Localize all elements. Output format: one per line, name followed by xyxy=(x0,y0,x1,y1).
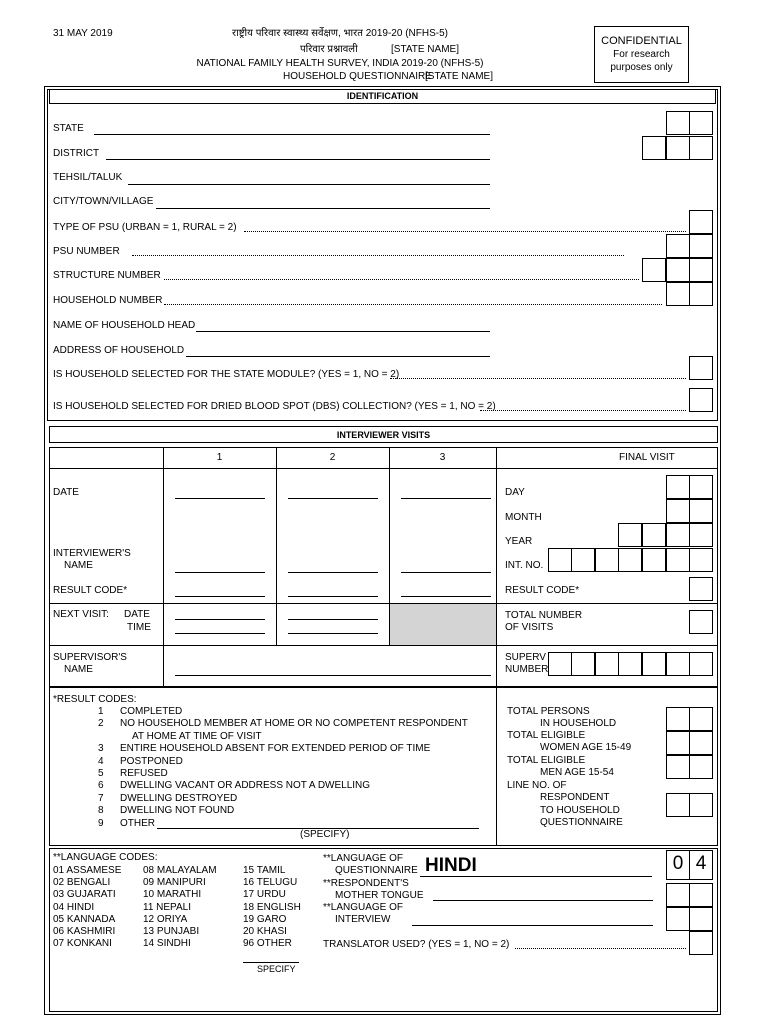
final-day-box-2[interactable] xyxy=(689,475,713,499)
language-codes-title: **LANGUAGE CODES: xyxy=(53,852,158,863)
interview-language-label-2: INTERVIEW xyxy=(335,914,391,925)
result-code-text: REFUSED xyxy=(120,768,168,779)
visit-3-result-field[interactable] xyxy=(401,596,491,597)
total-persons-box-1[interactable] xyxy=(666,707,690,731)
total-women-box-2[interactable] xyxy=(689,731,713,755)
result-code-text: POSTPONED xyxy=(120,755,183,767)
superv-number-label-1: SUPERV xyxy=(505,652,546,663)
state-label: STATE xyxy=(53,123,84,134)
supervisor-label-1: SUPERVISOR'S xyxy=(53,652,127,663)
language-code-item: 11 NEPALI xyxy=(143,901,191,913)
language-code-item: 18 ENGLISH xyxy=(243,901,301,913)
next-visit-3-shaded xyxy=(390,604,496,645)
final-visit-label: FINAL VISIT xyxy=(619,452,675,463)
mother-tongue-box-2[interactable] xyxy=(689,883,713,907)
int-no-box-1[interactable] xyxy=(548,548,572,572)
language-code-item: 20 KHASI xyxy=(243,926,287,937)
language-code-item: 01 ASSAMESE xyxy=(53,865,122,876)
final-month-box-2[interactable] xyxy=(689,499,713,523)
state-name-placeholder: [STATE NAME] xyxy=(391,44,459,55)
final-day-label: DAY xyxy=(505,487,525,498)
interview-language-label-1: **LANGUAGE OF xyxy=(323,902,404,913)
total-visits-label-2: OF VISITS xyxy=(505,622,554,633)
hindi-title: राष्ट्रीय परिवार स्वास्थ्य सर्वेक्षण, भारत 2019-20 (NFHS-5) xyxy=(232,28,448,39)
result-code-text: ENTIRE HOUSEHOLD ABSENT FOR EXTENDED PERIOD OF TIME xyxy=(120,743,431,755)
next-visit-2-time-field[interactable] xyxy=(288,633,378,634)
state-name-placeholder-2: [STATE NAME] xyxy=(425,71,493,82)
result-code-text: AT HOME AT TIME OF VISIT xyxy=(132,730,262,742)
interview-language-field[interactable] xyxy=(412,925,653,926)
visit-1-result-field[interactable] xyxy=(175,596,265,597)
identification-title: IDENTIFICATION xyxy=(346,91,419,101)
language-code-item: 16 TELUGU xyxy=(243,877,298,889)
total-men-box-1[interactable] xyxy=(666,755,690,779)
interview-language-box-2[interactable] xyxy=(689,907,713,931)
final-result-label: RESULT CODE* xyxy=(505,585,580,596)
psu-number-leader xyxy=(132,255,624,256)
head-name-label: NAME OF HOUSEHOLD HEAD xyxy=(53,320,196,331)
int-no-box-5[interactable] xyxy=(642,548,666,572)
superv-box-4[interactable] xyxy=(618,652,642,676)
translator-box[interactable] xyxy=(689,931,713,955)
visit-2-interviewer-field[interactable] xyxy=(288,572,378,573)
structure-number-box-2[interactable] xyxy=(666,258,690,282)
superv-number-label-2: NUMBER xyxy=(505,664,549,675)
interview-language-box-1[interactable] xyxy=(666,907,690,931)
mother-tongue-label-2: MOTHER TONGUE xyxy=(335,890,424,901)
language-code-item: 02 BENGALI xyxy=(53,877,111,889)
final-year-label: YEAR xyxy=(505,536,533,547)
questionnaire-language-code-2: 4 xyxy=(695,853,707,874)
translator-leader xyxy=(515,948,686,949)
other-language-specify-label: SPECIFY xyxy=(257,964,296,974)
result-code-number: 5 xyxy=(98,768,104,779)
total-visits-box[interactable] xyxy=(689,610,713,634)
state-code-box-1[interactable] xyxy=(666,111,690,135)
total-visits-label-1: TOTAL NUMBER xyxy=(505,610,583,621)
final-year-box-1[interactable] xyxy=(618,523,642,547)
state-module-box[interactable] xyxy=(689,356,713,380)
total-men-box-2[interactable] xyxy=(689,755,713,779)
language-code-item: 08 MALAYALAM xyxy=(143,865,217,876)
language-code-item: 96 OTHER xyxy=(243,938,292,950)
structure-number-box-1[interactable] xyxy=(642,258,666,282)
visits-row-line-2 xyxy=(49,645,718,646)
visit-1-interviewer-field[interactable] xyxy=(175,572,265,573)
visit-1-date-field[interactable] xyxy=(175,498,265,499)
psu-type-label: TYPE OF PSU (URBAN = 1, RURAL = 2) xyxy=(53,222,237,233)
visit-3-interviewer-field[interactable] xyxy=(401,572,491,573)
int-no-box-2[interactable] xyxy=(571,548,595,572)
confidential-line3: purposes only xyxy=(610,62,673,73)
mother-tongue-label-1: **RESPONDENT'S xyxy=(323,878,409,889)
result-code-number: 3 xyxy=(98,743,104,755)
state-module-label: IS HOUSEHOLD SELECTED FOR THE STATE MODULE? (YES = 1, NO = 2) xyxy=(53,369,400,380)
mother-tongue-box-1[interactable] xyxy=(666,883,690,907)
district-code-box-2[interactable] xyxy=(666,136,690,160)
questionnaire-language-code-1: 0 xyxy=(672,853,684,874)
language-code-item: 06 KASHMIRI xyxy=(53,926,116,937)
city-label: CITY/TOWN/VILLAGE xyxy=(53,196,154,207)
questionnaire-language-label-2: QUESTIONNAIRE xyxy=(335,865,418,876)
questionnaire-title: HOUSEHOLD QUESTIONNAIRE xyxy=(283,71,432,82)
next-visit-date-label: DATE xyxy=(124,609,150,620)
final-day-box-1[interactable] xyxy=(666,475,690,499)
visits-col-divider-4 xyxy=(496,447,497,687)
total-men-label-1: TOTAL ELIGIBLE xyxy=(507,755,586,766)
confidential-line2: For research xyxy=(613,49,670,60)
line-no-label-2: RESPONDENT xyxy=(540,792,610,803)
psu-number-box-1[interactable] xyxy=(666,234,690,258)
structure-number-leader xyxy=(164,279,639,280)
superv-box-2[interactable] xyxy=(571,652,595,676)
result-code-number: 8 xyxy=(98,805,104,817)
result-code-number: 1 xyxy=(98,706,104,717)
int-no-box-3[interactable] xyxy=(595,548,619,572)
interviewer-name-label-1: INTERVIEWER'S xyxy=(53,548,131,559)
next-visit-1-time-field[interactable] xyxy=(175,633,265,634)
superv-box-6[interactable] xyxy=(666,652,690,676)
next-visit-time-label: TIME xyxy=(127,622,151,633)
language-code-item: 07 KONKANI xyxy=(53,938,112,950)
superv-box-7[interactable] xyxy=(689,652,713,676)
line-no-box-1[interactable] xyxy=(666,793,690,817)
int-no-box-4[interactable] xyxy=(618,548,642,572)
household-number-leader xyxy=(164,304,662,305)
interviewer-name-label-2: NAME xyxy=(64,560,93,571)
district-label: DISTRICT xyxy=(53,148,100,159)
household-number-box-1[interactable] xyxy=(666,282,690,306)
result-code-text: DWELLING NOT FOUND xyxy=(120,805,235,817)
state-code-box-2[interactable] xyxy=(689,111,713,135)
language-code-item: 10 MARATHI xyxy=(143,889,202,901)
visit-col-2: 2 xyxy=(329,452,336,463)
result-code-text: DWELLING DESTROYED xyxy=(120,792,238,804)
visit-2-result-field[interactable] xyxy=(288,596,378,597)
visit-col-1: 1 xyxy=(216,452,223,463)
final-int-no-label: INT. NO. xyxy=(505,560,544,571)
mother-tongue-field[interactable] xyxy=(433,900,653,901)
confidential-label: CONFIDENTIAL xyxy=(601,35,682,47)
result-code-label: RESULT CODE* xyxy=(53,585,128,596)
result-code-text: COMPLETED xyxy=(120,706,183,717)
next-visit-2-date-field[interactable] xyxy=(288,619,378,620)
state-module-leader xyxy=(390,378,686,379)
questionnaire-language-value: HINDI xyxy=(425,855,477,876)
superv-box-1[interactable] xyxy=(548,652,572,676)
city-field[interactable] xyxy=(156,208,490,209)
structure-number-box-3[interactable] xyxy=(689,258,713,282)
result-code-number: 9 xyxy=(98,817,104,829)
psu-type-leader xyxy=(244,231,686,232)
line-no-label-3: TO HOUSEHOLD xyxy=(540,805,620,816)
line-no-label-4: QUESTIONNAIRE xyxy=(540,817,623,828)
result-code-number: 6 xyxy=(98,780,104,792)
visit-col-3: 3 xyxy=(439,452,446,463)
final-month-label: MONTH xyxy=(505,512,542,523)
language-code-item: 19 GARO xyxy=(243,913,287,925)
total-women-label-1: TOTAL ELIGIBLE xyxy=(507,730,586,741)
interviewer-visits-title: INTERVIEWER VISITS xyxy=(336,430,431,440)
dbs-leader xyxy=(480,410,686,411)
supervisor-label-2: NAME xyxy=(64,664,93,675)
final-year-box-2[interactable] xyxy=(642,523,666,547)
int-no-box-6[interactable] xyxy=(666,548,690,572)
household-number-label: HOUSEHOLD NUMBER xyxy=(53,295,163,306)
next-visit-label: NEXT VISIT: xyxy=(53,609,109,620)
other-specify-label: (SPECIFY) xyxy=(300,829,350,840)
total-persons-label-2: IN HOUSEHOLD xyxy=(540,718,617,729)
total-women-box-1[interactable] xyxy=(666,731,690,755)
total-persons-box-2[interactable] xyxy=(689,707,713,731)
total-persons-label-1: TOTAL PERSONS xyxy=(507,706,590,717)
district-code-box-1[interactable] xyxy=(642,136,666,160)
result-codes-title: *RESULT CODES: xyxy=(53,694,137,705)
result-code-number: 4 xyxy=(98,755,104,767)
state-field[interactable] xyxy=(94,134,490,135)
final-year-box-3[interactable] xyxy=(666,523,690,547)
total-men-label-2: MEN AGE 15-54 xyxy=(540,767,614,778)
visits-row-line-1 xyxy=(49,603,718,604)
visits-col-divider-2 xyxy=(276,447,277,645)
int-no-box-7[interactable] xyxy=(689,548,713,572)
result-code-number: 7 xyxy=(98,792,104,804)
final-year-box-4[interactable] xyxy=(689,523,713,547)
head-name-field[interactable] xyxy=(196,331,490,332)
language-code-item: 14 SINDHI xyxy=(143,938,191,950)
psu-number-box-2[interactable] xyxy=(689,234,713,258)
form-date: 31 MAY 2019 xyxy=(53,28,113,39)
total-women-label-2: WOMEN AGE 15-49 xyxy=(540,742,632,753)
next-visit-1-date-field[interactable] xyxy=(175,619,265,620)
superv-box-3[interactable] xyxy=(595,652,619,676)
language-code-item: 04 HINDI xyxy=(53,901,95,913)
district-code-box-3[interactable] xyxy=(689,136,713,160)
language-code-item: 17 URDU xyxy=(243,889,286,901)
language-code-item: 09 MANIPURI xyxy=(143,877,206,889)
supervisor-name-field[interactable] xyxy=(175,675,491,676)
psu-number-label: PSU NUMBER xyxy=(53,246,120,257)
tehsil-field[interactable] xyxy=(128,184,490,185)
visits-col-divider-1 xyxy=(163,447,164,687)
language-code-item: 13 PUNJABI xyxy=(143,926,200,937)
language-code-item: 12 ORIYA xyxy=(143,913,188,925)
questionnaire-language-field[interactable] xyxy=(420,876,652,877)
result-code-text: OTHER xyxy=(120,817,155,829)
visits-header-row-line xyxy=(49,468,718,469)
visit-3-date-field[interactable] xyxy=(401,498,491,499)
questionnaire-language-label-1: **LANGUAGE OF xyxy=(323,853,404,864)
final-result-box[interactable] xyxy=(689,577,713,601)
language-code-item: 15 TAMIL xyxy=(243,865,286,876)
hindi-subtitle: परिवार प्रश्नावली xyxy=(300,44,358,55)
visit-2-date-field[interactable] xyxy=(288,498,378,499)
address-label: ADDRESS OF HOUSEHOLD xyxy=(53,345,185,356)
district-field[interactable] xyxy=(106,159,490,160)
result-code-text: DWELLING VACANT OR ADDRESS NOT A DWELLING xyxy=(120,780,371,792)
structure-number-label: STRUCTURE NUMBER xyxy=(53,270,161,281)
final-month-box-1[interactable] xyxy=(666,499,690,523)
superv-box-5[interactable] xyxy=(642,652,666,676)
result-code-text: NO HOUSEHOLD MEMBER AT HOME OR NO COMPETENT RESPONDENT xyxy=(120,718,468,730)
psu-type-box[interactable] xyxy=(689,210,713,234)
dbs-box[interactable] xyxy=(689,388,713,412)
translator-label: TRANSLATOR USED? (YES = 1, NO = 2) xyxy=(323,939,510,950)
survey-title: NATIONAL FAMILY HEALTH SURVEY, INDIA 2019-20 (NFHS-5) xyxy=(196,58,484,69)
tehsil-label: TEHSIL/TALUK xyxy=(53,172,123,183)
language-code-item: 03 GUJARATI xyxy=(53,889,116,901)
household-number-box-2[interactable] xyxy=(689,282,713,306)
line-no-label-1: LINE NO. OF xyxy=(507,780,567,791)
line-no-box-2[interactable] xyxy=(689,793,713,817)
dbs-label: IS HOUSEHOLD SELECTED FOR DRIED BLOOD SPOT (DBS) COLLECTION? (YES = 1, NO = 2) xyxy=(53,401,496,412)
result-code-number: 2 xyxy=(98,718,104,730)
language-code-item: 05 KANNADA xyxy=(53,913,116,925)
result-codes-divider xyxy=(496,687,497,846)
address-field[interactable] xyxy=(186,356,490,357)
visit-date-label: DATE xyxy=(53,487,79,498)
